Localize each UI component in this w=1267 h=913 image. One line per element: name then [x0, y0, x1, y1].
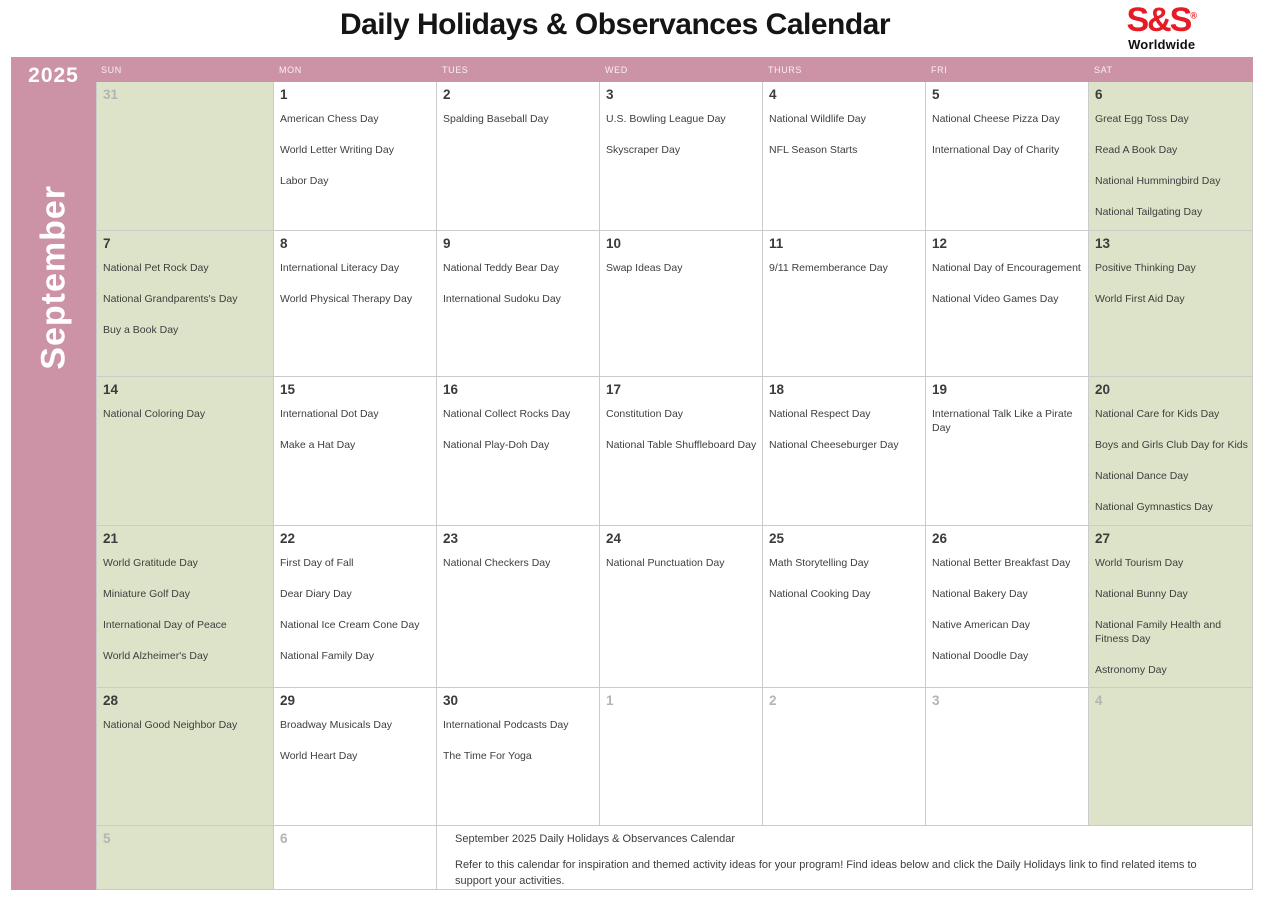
day-number: 5 [103, 831, 111, 846]
holiday-event: National Teddy Bear Day [443, 262, 559, 274]
event-list [763, 261, 925, 275]
holiday-event: Labor Day [280, 175, 329, 187]
event-list [437, 718, 599, 763]
day-number: 3 [606, 87, 614, 102]
event-list [926, 261, 1088, 306]
calendar-cell [600, 688, 763, 826]
event-list [926, 112, 1088, 157]
calendar-cell [437, 231, 600, 377]
day-number: 18 [769, 382, 785, 397]
holiday-event: National Good Neighbor Day [103, 719, 238, 731]
day-number: 30 [443, 693, 459, 708]
holiday-event: National Gymnastics Day [1095, 501, 1213, 513]
calendar-cell [96, 377, 274, 526]
logo-text: S&S® [1126, 1, 1197, 39]
day-number: 28 [103, 693, 119, 708]
day-header-row [96, 57, 1253, 82]
calendar-cell [1089, 377, 1253, 526]
holiday-event: National Video Games Day [932, 293, 1059, 305]
holiday-event: The Time For Yoga [443, 750, 532, 762]
event-list [274, 718, 436, 763]
event-list [926, 407, 1088, 435]
holiday-event: American Chess Day [280, 113, 379, 125]
month-sidebar [11, 57, 96, 890]
calendar-cell [763, 377, 926, 526]
holiday-event: National Family Day [280, 650, 374, 662]
calendar-cell [600, 377, 763, 526]
calendar-cell [1089, 82, 1253, 231]
day-number: 27 [1095, 531, 1111, 546]
event-list [97, 407, 273, 421]
day-number: 19 [932, 382, 948, 397]
day-number: 20 [1095, 382, 1111, 397]
day-header-thurs: THURS [768, 65, 802, 75]
calendar-cell [437, 688, 600, 826]
calendar-cell [763, 688, 926, 826]
calendar-cell [274, 826, 437, 890]
holiday-event: National Table Shuffleboard Day [606, 439, 757, 451]
holiday-event: National Play-Doh Day [443, 439, 550, 451]
week-row [96, 82, 1253, 231]
holiday-event: 9/11 Rememberance Day [769, 262, 888, 274]
month-label: September [34, 185, 72, 370]
holiday-event: International Sudoku Day [443, 293, 561, 305]
page-title: Daily Holidays & Observances Calendar [339, 8, 891, 41]
event-list [763, 556, 925, 601]
day-number: 24 [606, 531, 622, 546]
holiday-event: First Day of Fall [280, 557, 354, 569]
holiday-event: National Bakery Day [932, 588, 1028, 600]
calendar-cell [96, 82, 274, 231]
calendar-cell [437, 377, 600, 526]
calendar-cell [926, 377, 1089, 526]
year-label: 2025 [28, 64, 79, 87]
calendar-note [437, 826, 1253, 890]
event-list [1089, 407, 1252, 514]
holiday-event: World Physical Therapy Day [280, 293, 413, 305]
holiday-event: NFL Season Starts [769, 144, 858, 156]
holiday-event: National Care for Kids Day [1095, 408, 1220, 420]
event-list [763, 407, 925, 452]
holiday-event: National Tailgating Day [1095, 206, 1203, 218]
calendar-cell [926, 231, 1089, 377]
holiday-event: Astronomy Day [1095, 664, 1167, 676]
holiday-event: National Wildlife Day [769, 113, 866, 125]
day-number: 7 [103, 236, 111, 251]
calendar-cell [926, 688, 1089, 826]
holiday-event: National Ice Cream Cone Day [280, 619, 420, 631]
holiday-event: Math Storytelling Day [769, 557, 869, 569]
week-row [96, 688, 1253, 826]
calendar-grid [96, 57, 1253, 890]
holiday-event: World Letter Writing Day [280, 144, 394, 156]
holiday-event: National Cheeseburger Day [769, 439, 899, 451]
logo-subtext: Worldwide [1128, 37, 1196, 52]
event-list [437, 556, 599, 570]
calendar-cell [926, 82, 1089, 231]
holiday-event: National Cheese Pizza Day [932, 113, 1060, 125]
event-list [763, 112, 925, 157]
holiday-event: National Doodle Day [932, 650, 1029, 662]
day-header-mon: MON [279, 65, 302, 75]
calendar-cell [274, 377, 437, 526]
holiday-event: World Gratitude Day [103, 557, 198, 569]
holiday-event: International Talk Like a Pirate Day [932, 408, 1073, 434]
calendar-cell [96, 688, 274, 826]
holiday-event: Swap Ideas Day [606, 262, 683, 274]
registered-mark-icon: ® [1190, 10, 1197, 21]
day-number: 6 [280, 831, 288, 846]
day-header-tues: TUES [442, 65, 469, 75]
holiday-event: National Coloring Day [103, 408, 206, 420]
calendar-cell [274, 82, 437, 231]
calendar-cell [96, 231, 274, 377]
day-number: 13 [1095, 236, 1111, 251]
holiday-event: Read A Book Day [1095, 144, 1178, 156]
week-row [96, 826, 1253, 890]
event-list [97, 718, 273, 732]
day-number: 11 [769, 236, 784, 251]
event-list [1089, 261, 1252, 306]
day-number: 4 [1095, 693, 1103, 708]
day-number: 2 [769, 693, 777, 708]
calendar-cell [274, 526, 437, 688]
day-number: 25 [769, 531, 785, 546]
calendar-cell [600, 82, 763, 231]
holiday-event: Miniature Golf Day [103, 588, 190, 600]
event-list [600, 112, 762, 157]
day-number: 29 [280, 693, 296, 708]
day-header-sat: SAT [1094, 65, 1113, 75]
week-row [96, 526, 1253, 688]
day-number: 21 [103, 531, 119, 546]
calendar-cell [763, 526, 926, 688]
week-row [96, 377, 1253, 526]
day-header-sun: SUN [101, 65, 122, 75]
week-row [96, 231, 1253, 377]
holiday-event: Boys and Girls Club Day for Kids [1095, 439, 1248, 451]
holiday-event: National Punctuation Day [606, 557, 725, 569]
calendar-cell [96, 526, 274, 688]
holiday-event: Great Egg Toss Day [1095, 113, 1189, 125]
day-number: 8 [280, 236, 288, 251]
note-title: September 2025 Daily Holidays & Observances Calendar [455, 833, 736, 845]
holiday-event: Dear Diary Day [280, 588, 352, 600]
day-number: 1 [606, 693, 614, 708]
holiday-event: Broadway Musicals Day [280, 719, 393, 731]
holiday-event: World Tourism Day [1095, 557, 1184, 569]
day-number: 23 [443, 531, 459, 546]
calendar-cell [926, 526, 1089, 688]
event-list [274, 261, 436, 306]
calendar-cell [763, 231, 926, 377]
day-header-fri: FRI [931, 65, 948, 75]
ss-worldwide-logo [1126, 3, 1197, 51]
holiday-event: Skyscraper Day [606, 144, 681, 156]
holiday-event: National Grandparents's Day [103, 293, 238, 305]
calendar-cell [1089, 231, 1253, 377]
holiday-event: Spalding Baseball Day [443, 113, 549, 125]
calendar-cell [274, 688, 437, 826]
day-number: 26 [932, 531, 948, 546]
event-list [437, 261, 599, 306]
day-number: 14 [103, 382, 119, 397]
holiday-event: Constitution Day [606, 408, 684, 420]
holiday-event: National Better Breakfast Day [932, 557, 1071, 569]
holiday-event: National Checkers Day [443, 557, 551, 569]
event-list [274, 112, 436, 188]
event-list [97, 261, 273, 337]
event-list [1089, 556, 1252, 677]
holiday-event: World Alzheimer's Day [103, 650, 209, 662]
holiday-event: National Collect Rocks Day [443, 408, 571, 420]
calendar-cell [600, 231, 763, 377]
day-number: 4 [769, 87, 777, 102]
day-number: 1 [280, 87, 288, 102]
event-list [274, 556, 436, 663]
holiday-event: International Day of Peace [103, 619, 227, 631]
calendar-cell [437, 82, 600, 231]
event-list [600, 556, 762, 570]
calendar-cell [437, 526, 600, 688]
day-number: 16 [443, 382, 459, 397]
calendar-cell [96, 826, 274, 890]
holiday-event: National Respect Day [769, 408, 871, 420]
day-number: 2 [443, 87, 451, 102]
day-header-wed: WED [605, 65, 628, 75]
calendar-cell [1089, 526, 1253, 688]
event-list [437, 407, 599, 452]
day-number: 31 [103, 87, 119, 102]
holiday-event: World Heart Day [280, 750, 358, 762]
event-list [926, 556, 1088, 663]
note-body: Refer to this calendar for inspiration and themed activity ideas for your program! Find ideas below and click the Daily Holidays link to find related items to support your activities. [455, 859, 1197, 887]
holiday-event: National Pet Rock Day [103, 262, 209, 274]
holiday-event: International Literacy Day [280, 262, 400, 274]
holiday-event: National Hummingbird Day [1095, 175, 1221, 187]
day-number: 9 [443, 236, 451, 251]
holiday-event: U.S. Bowling League Day [606, 113, 726, 125]
day-number: 5 [932, 87, 940, 102]
event-list [1089, 112, 1252, 219]
day-number: 22 [280, 531, 296, 546]
calendar-cell [1089, 688, 1253, 826]
day-number: 15 [280, 382, 296, 397]
event-list [97, 556, 273, 663]
event-list [600, 261, 762, 275]
day-number: 6 [1095, 87, 1103, 102]
day-number: 12 [932, 236, 948, 251]
holiday-event: Buy a Book Day [103, 324, 179, 336]
day-number: 17 [606, 382, 622, 397]
event-list [437, 112, 599, 126]
calendar-cell [274, 231, 437, 377]
holiday-event: National Bunny Day [1095, 588, 1188, 600]
day-number: 3 [932, 693, 940, 708]
holiday-event: Native American Day [932, 619, 1031, 631]
event-list [600, 407, 762, 452]
holiday-event: Positive Thinking Day [1095, 262, 1196, 274]
holiday-event: World First Aid Day [1095, 293, 1185, 305]
holiday-event: National Dance Day [1095, 470, 1189, 482]
holiday-event: National Family Health and Fitness Day [1095, 619, 1222, 645]
holiday-event: International Dot Day [280, 408, 379, 420]
holiday-event: International Podcasts Day [443, 719, 569, 731]
holiday-event: National Day of Encouragement [932, 262, 1081, 274]
day-number: 10 [606, 236, 622, 251]
holiday-event: Make a Hat Day [280, 439, 356, 451]
calendar-cell [763, 82, 926, 231]
calendar-cell [600, 526, 763, 688]
holiday-event: International Day of Charity [932, 144, 1060, 156]
event-list [274, 407, 436, 452]
holiday-event: National Cooking Day [769, 588, 871, 600]
